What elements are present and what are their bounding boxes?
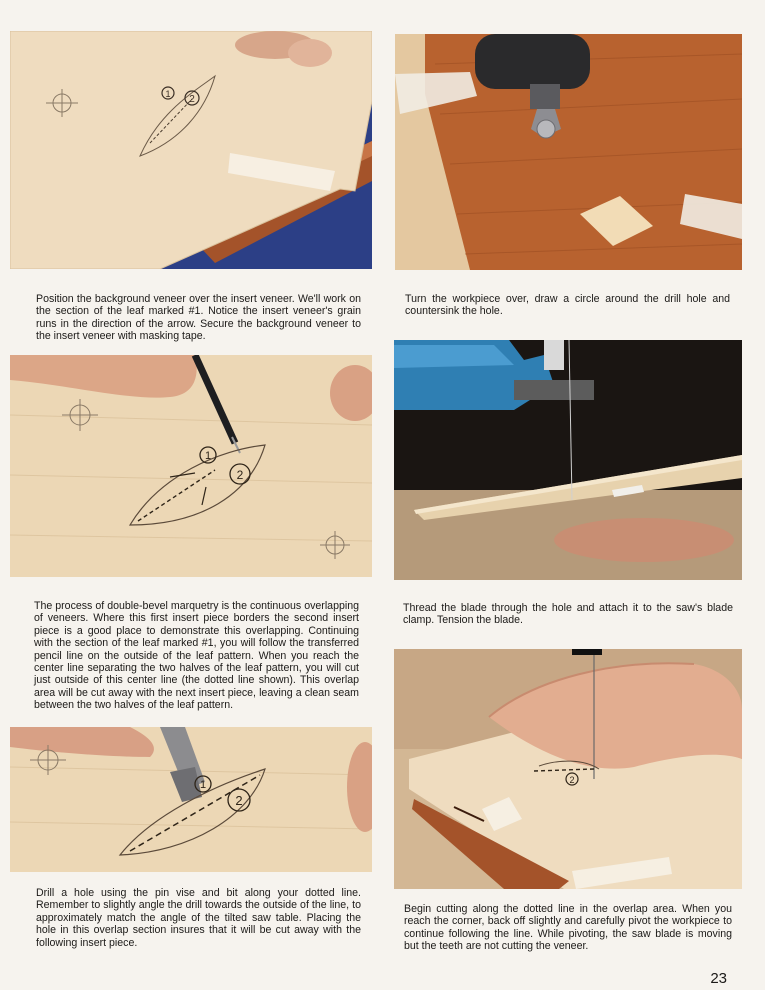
step-3-photo [10, 355, 372, 577]
step-4-photo [394, 340, 742, 580]
step-6-caption: Begin cutting along the dotted line in the overlap area. When you reach the corner, back off slightly and carefully pivot the workpiece to continue following the line. While pivoting, the saw blade is moving but the teeth are not cutting the veneer. [404, 903, 732, 953]
leaf-marking-1: 1 [165, 89, 171, 99]
step-3-caption: The process of double-bevel marquetry is the continuous overlapping of veneers. Where this first insert piece borders the second insert piece is a good place to demonstrate this overlapping. Continuing with the section of the leaf marked #1, you will follow the transferred pencil line on the outside of the leaf pattern. When you reach the center line separating the two halves of the leaf pattern, you will cut just outside of this center line (the dotted line shown). This overlap area will be cut away with the next insert piece, leaving a clean seam between the two halves of the leaf pattern. [34, 600, 359, 712]
step-1-photo [10, 31, 372, 269]
step-1-caption: Position the background veneer over the insert veneer. We'll work on the section of the leaf marked #1. Notice the insert veneer's grain runs in the direction of the arrow. Secure the background veneer to the insert veneer with masking tape. [36, 293, 361, 343]
step-2-photo [395, 34, 742, 270]
step-6-photo [394, 649, 742, 889]
step-2-caption: Turn the workpiece over, draw a circle around the drill hole and countersink the hole. [405, 293, 730, 318]
leaf-marking-2: 2 [235, 793, 243, 808]
leaf-marking-2: 2 [236, 468, 244, 482]
step-4-caption: Thread the blade through the hole and attach it to the saw's blade clamp. Tension the blade. [403, 602, 733, 627]
step-5-photo [10, 727, 372, 872]
leaf-marking-1: 1 [199, 779, 207, 791]
page-number: 23 [710, 970, 727, 987]
leaf-marking-2: 2 [569, 775, 575, 785]
leaf-marking-2: 2 [189, 94, 195, 105]
step-5-caption: Drill a hole using the pin vise and bit along your dotted line. Remember to slightly angle the drill towards the outside of the line, to approximately match the angle of the tilted saw table. Placing the hole in this overlap section insures that it will be cut away with the following insert piece. [36, 887, 361, 949]
leaf-marking-1: 1 [204, 450, 212, 462]
